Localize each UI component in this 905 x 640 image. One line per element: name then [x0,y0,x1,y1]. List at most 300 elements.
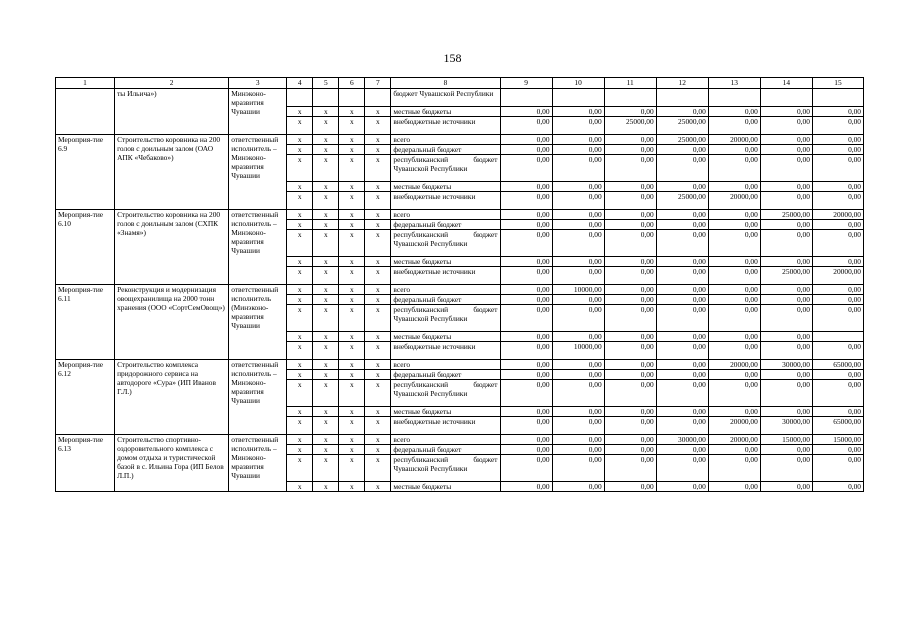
value-cell: 0,00 [656,332,708,342]
value-cell: 0,00 [500,417,552,435]
value-cell: 0,00 [812,220,863,230]
mark-cell: x [287,305,313,332]
mark-cell: x [313,380,339,407]
mark-cell: x [365,107,391,117]
value-cell: 0,00 [500,380,552,407]
value-cell [708,89,760,107]
column-header: 7 [365,78,391,89]
value-cell: 25000,00 [656,117,708,135]
value-cell: 0,00 [656,155,708,182]
table-body [56,89,864,492]
funding-source: республиканский бюджет Чувашской Республики [391,155,500,182]
value-cell: 0,00 [552,117,604,135]
value-cell: 0,00 [812,305,863,332]
mark-cell: x [339,210,365,220]
mark-cell: x [287,192,313,210]
value-cell: 0,00 [812,445,863,455]
mark-cell: x [339,135,365,145]
value-cell: 15000,00 [812,435,863,445]
value-cell: 0,00 [708,370,760,380]
value-cell: 0,00 [552,445,604,455]
value-cell: 0,00 [552,210,604,220]
funding-source: местные бюджеты [391,482,500,492]
mark-cell: x [287,257,313,267]
measure-executor: ответственный исполнитель – Минэконо-мразвития Чувашии [229,135,287,210]
value-cell: 0,00 [656,145,708,155]
value-cell: 0,00 [656,360,708,370]
value-cell: 0,00 [656,305,708,332]
funding-source: бюджет Чувашской Республики [391,89,500,107]
value-cell: 0,00 [500,482,552,492]
value-cell: 0,00 [500,445,552,455]
value-cell: 0,00 [604,445,656,455]
value-cell: 0,00 [708,455,760,482]
value-cell: 0,00 [656,455,708,482]
table-row [56,135,864,145]
value-cell: 0,00 [708,107,760,117]
value-cell: 0,00 [708,295,760,305]
mark-cell: x [287,230,313,257]
value-cell: 0,00 [656,482,708,492]
value-cell: 20000,00 [708,435,760,445]
value-cell: 0,00 [656,295,708,305]
mark-cell: x [313,370,339,380]
value-cell: 0,00 [656,257,708,267]
mark-cell: x [365,445,391,455]
value-cell: 0,00 [552,107,604,117]
value-cell: 0,00 [760,332,812,342]
mark-cell: x [339,360,365,370]
mark-cell: x [287,295,313,305]
funding-source: всего [391,285,500,295]
value-cell: 0,00 [760,305,812,332]
mark-cell: x [287,360,313,370]
column-header: 1 [56,78,115,89]
mark-cell: x [313,305,339,332]
table-row [56,360,864,370]
value-cell: 0,00 [656,267,708,285]
value-cell: 0,00 [708,482,760,492]
funding-source: местные бюджеты [391,407,500,417]
value-cell: 0,00 [500,135,552,145]
value-cell: 20000,00 [708,417,760,435]
value-cell: 0,00 [812,380,863,407]
value-cell: 0,00 [812,342,863,360]
funding-source: федеральный бюджет [391,220,500,230]
value-cell: 0,00 [760,370,812,380]
measure-executor: ответственный исполнитель – Минэконо-мразвития Чувашии [229,435,287,492]
value-cell: 0,00 [552,155,604,182]
value-cell: 0,00 [500,370,552,380]
funding-source: всего [391,360,500,370]
value-cell: 0,00 [812,407,863,417]
mark-cell: x [365,135,391,145]
value-cell: 0,00 [604,332,656,342]
value-cell: 0,00 [552,332,604,342]
funding-source: местные бюджеты [391,182,500,192]
column-header: 12 [656,78,708,89]
value-cell: 0,00 [812,182,863,192]
mark-cell: x [365,182,391,192]
mark-cell: x [365,370,391,380]
mark-cell: x [287,417,313,435]
value-cell: 0,00 [760,407,812,417]
mark-cell: x [365,220,391,230]
value-cell: 0,00 [500,285,552,295]
mark-cell: x [365,257,391,267]
funding-source: местные бюджеты [391,257,500,267]
mark-cell: x [313,407,339,417]
mark-cell: x [339,445,365,455]
value-cell: 0,00 [760,380,812,407]
mark-cell: x [339,370,365,380]
value-cell: 0,00 [812,192,863,210]
measure-code: Мероприя-тие 6.11 [56,285,115,360]
column-header: 13 [708,78,760,89]
value-cell [604,89,656,107]
mark-cell: x [313,342,339,360]
value-cell: 0,00 [812,455,863,482]
value-cell: 0,00 [656,107,708,117]
value-cell: 0,00 [500,407,552,417]
value-cell: 25000,00 [656,135,708,145]
mark-cell: x [313,332,339,342]
table-header [56,78,864,89]
value-cell: 0,00 [604,107,656,117]
mark-cell [313,89,339,107]
value-cell: 0,00 [708,145,760,155]
mark-cell: x [287,380,313,407]
value-cell: 0,00 [760,455,812,482]
funding-source: республиканский бюджет Чувашской Республики [391,230,500,257]
mark-cell: x [287,285,313,295]
value-cell: 20000,00 [812,210,863,220]
value-cell: 30000,00 [656,435,708,445]
funding-source: республиканский бюджет Чувашской Республики [391,380,500,407]
value-cell: 0,00 [552,380,604,407]
value-cell: 0,00 [760,285,812,295]
mark-cell: x [365,435,391,445]
value-cell: 0,00 [708,407,760,417]
mark-cell: x [365,417,391,435]
value-cell: 0,00 [500,107,552,117]
mark-cell: x [365,455,391,482]
mark-cell: x [287,482,313,492]
mark-cell: x [339,380,365,407]
mark-cell: x [287,267,313,285]
value-cell [500,89,552,107]
value-cell: 0,00 [552,407,604,417]
value-cell: 0,00 [500,230,552,257]
column-header: 6 [339,78,365,89]
mark-cell: x [313,192,339,210]
value-cell: 0,00 [604,342,656,360]
value-cell: 0,00 [812,117,863,135]
value-cell: 0,00 [500,360,552,370]
value-cell: 0,00 [500,182,552,192]
value-cell: 0,00 [500,220,552,230]
mark-cell: x [313,230,339,257]
column-header: 15 [812,78,863,89]
mark-cell: x [339,285,365,295]
mark-cell: x [313,455,339,482]
value-cell: 0,00 [604,192,656,210]
mark-cell: x [313,107,339,117]
value-cell: 0,00 [656,417,708,435]
value-cell: 0,00 [760,257,812,267]
page-number: 158 [443,51,462,65]
value-cell: 0,00 [552,257,604,267]
mark-cell: x [365,267,391,285]
mark-cell: x [365,295,391,305]
mark-cell: x [365,360,391,370]
mark-cell: x [339,305,365,332]
mark-cell: x [287,182,313,192]
mark-cell: x [339,332,365,342]
mark-cell: x [365,407,391,417]
value-cell: 0,00 [604,135,656,145]
funding-source: всего [391,135,500,145]
value-cell: 0,00 [812,230,863,257]
value-cell: 0,00 [552,267,604,285]
value-cell: 0,00 [656,220,708,230]
value-cell: 0,00 [708,230,760,257]
value-cell: 0,00 [708,267,760,285]
value-cell: 15000,00 [760,435,812,445]
mark-cell: x [365,210,391,220]
mark-cell: x [339,145,365,155]
mark-cell: x [313,155,339,182]
value-cell: 0,00 [552,360,604,370]
value-cell: 0,00 [708,285,760,295]
mark-cell: x [339,407,365,417]
measure-name: Строительство комплекса придорожного сервиса на автодороге «Сура» (ИП Иванов Г.Л.) [115,360,229,435]
value-cell: 0,00 [812,370,863,380]
value-cell: 0,00 [604,407,656,417]
mark-cell: x [313,445,339,455]
value-cell: 0,00 [552,230,604,257]
measure-code: Мероприя-тие 6.12 [56,360,115,435]
measure-code: Мероприя-тие 6.13 [56,435,115,492]
measure-code: Мероприя-тие 6.10 [56,210,115,285]
value-cell: 0,00 [500,267,552,285]
mark-cell: x [313,417,339,435]
value-cell: 0,00 [708,117,760,135]
value-cell: 0,00 [500,210,552,220]
column-header: 5 [313,78,339,89]
value-cell [760,89,812,107]
column-header: 4 [287,78,313,89]
value-cell: 0,00 [604,285,656,295]
value-cell: 0,00 [708,305,760,332]
mark-cell: x [365,380,391,407]
value-cell: 0,00 [708,220,760,230]
mark-cell [287,89,313,107]
value-cell: 0,00 [500,342,552,360]
mark-cell: x [365,192,391,210]
mark-cell: x [365,482,391,492]
value-cell: 25000,00 [656,192,708,210]
mark-cell: x [365,285,391,295]
column-header: 2 [115,78,229,89]
mark-cell: x [287,370,313,380]
value-cell: 30000,00 [760,417,812,435]
value-cell: 0,00 [500,192,552,210]
measure-executor: ответственный исполнитель (Минэконо-мразвития Чувашии [229,285,287,360]
mark-cell: x [365,155,391,182]
mark-cell [339,89,365,107]
mark-cell: x [365,230,391,257]
value-cell: 0,00 [604,455,656,482]
value-cell: 0,00 [760,155,812,182]
funding-source: федеральный бюджет [391,370,500,380]
value-cell: 10000,00 [552,285,604,295]
value-cell: 0,00 [760,342,812,360]
value-cell: 0,00 [552,295,604,305]
header-row [56,78,864,89]
table-row [56,285,864,295]
funding-source: федеральный бюджет [391,295,500,305]
value-cell: 0,00 [812,482,863,492]
value-cell: 25000,00 [760,267,812,285]
value-cell: 0,00 [656,342,708,360]
mark-cell: x [313,220,339,230]
value-cell: 25000,00 [760,210,812,220]
value-cell [552,89,604,107]
mark-cell: x [339,455,365,482]
value-cell: 0,00 [552,135,604,145]
mark-cell: x [287,332,313,342]
mark-cell: x [365,305,391,332]
measure-code [56,89,115,135]
value-cell: 0,00 [604,230,656,257]
mark-cell: x [287,342,313,360]
value-cell: 0,00 [604,210,656,220]
column-header: 9 [500,78,552,89]
value-cell: 0,00 [552,482,604,492]
value-cell: 0,00 [552,145,604,155]
funding-source: местные бюджеты [391,107,500,117]
mark-cell: x [287,210,313,220]
mark-cell: x [313,267,339,285]
mark-cell: x [313,117,339,135]
mark-cell: x [339,342,365,360]
value-cell: 0,00 [812,155,863,182]
mark-cell: x [339,295,365,305]
value-cell: 0,00 [656,380,708,407]
value-cell: 0,00 [552,182,604,192]
mark-cell: x [287,407,313,417]
value-cell: 0,00 [604,295,656,305]
mark-cell: x [287,145,313,155]
value-cell: 0,00 [656,230,708,257]
value-cell: 0,00 [812,107,863,117]
value-cell: 0,00 [500,145,552,155]
value-cell: 0,00 [708,332,760,342]
measure-name: Реконструкция и модернизация овощехранилища на 2000 тонн хранения (ООО «СортСемОвощ») [115,285,229,360]
value-cell: 0,00 [812,145,863,155]
funding-source: федеральный бюджет [391,445,500,455]
mark-cell: x [287,435,313,445]
value-cell: 20000,00 [708,135,760,145]
mark-cell: x [287,445,313,455]
funding-source: местные бюджеты [391,332,500,342]
value-cell: 0,00 [812,295,863,305]
mark-cell: x [365,117,391,135]
value-cell: 0,00 [552,455,604,482]
mark-cell: x [287,155,313,182]
value-cell: 0,00 [552,192,604,210]
value-cell: 0,00 [500,332,552,342]
mark-cell: x [287,117,313,135]
mark-cell: x [365,145,391,155]
mark-cell: x [339,435,365,445]
mark-cell: x [339,220,365,230]
value-cell: 0,00 [812,135,863,145]
table-row [56,210,864,220]
value-cell: 0,00 [552,435,604,445]
value-cell: 0,00 [708,445,760,455]
funding-source: федеральный бюджет [391,145,500,155]
value-cell: 0,00 [656,370,708,380]
mark-cell: x [313,435,339,445]
value-cell: 0,00 [604,435,656,445]
value-cell: 0,00 [500,295,552,305]
mark-cell: x [287,220,313,230]
measure-executor: ответственный исполнитель – Минэконо-мразвития Чувашии [229,360,287,435]
value-cell: 0,00 [760,482,812,492]
mark-cell: x [339,107,365,117]
financing-table [55,77,864,492]
measure-name: ты Ильича») [115,89,229,135]
mark-cell: x [339,230,365,257]
value-cell: 20000,00 [708,360,760,370]
value-cell: 30000,00 [760,360,812,370]
value-cell: 20000,00 [812,267,863,285]
value-cell: 0,00 [604,155,656,182]
mark-cell: x [339,117,365,135]
mark-cell: x [339,182,365,192]
value-cell: 20000,00 [708,192,760,210]
table-row [56,89,864,107]
funding-source: внебюджетные источники [391,267,500,285]
mark-cell: x [339,417,365,435]
funding-source: внебюджетные источники [391,342,500,360]
value-cell: 65000,00 [812,417,863,435]
mark-cell: x [339,267,365,285]
measure-code: Мероприя-тие 6.9 [56,135,115,210]
value-cell: 0,00 [708,155,760,182]
mark-cell: x [287,455,313,482]
value-cell: 0,00 [812,257,863,267]
value-cell: 0,00 [604,360,656,370]
value-cell: 0,00 [500,435,552,445]
mark-cell: x [313,360,339,370]
value-cell: 0,00 [760,192,812,210]
mark-cell: x [339,257,365,267]
value-cell: 0,00 [604,370,656,380]
measure-name: Строительство коровника на 200 голов с доильным залом (ОАО АПК «Чебаково») [115,135,229,210]
measure-executor: Минэконо-мразвития Чувашии [229,89,287,135]
value-cell: 0,00 [604,417,656,435]
value-cell: 0,00 [604,380,656,407]
value-cell: 0,00 [604,220,656,230]
value-cell: 0,00 [656,182,708,192]
mark-cell: x [287,135,313,145]
measure-executor: ответственный исполнитель – Минэконо-мразвития Чувашии [229,210,287,285]
funding-source: республиканский бюджет Чувашской Республики [391,455,500,482]
value-cell: 0,00 [656,407,708,417]
